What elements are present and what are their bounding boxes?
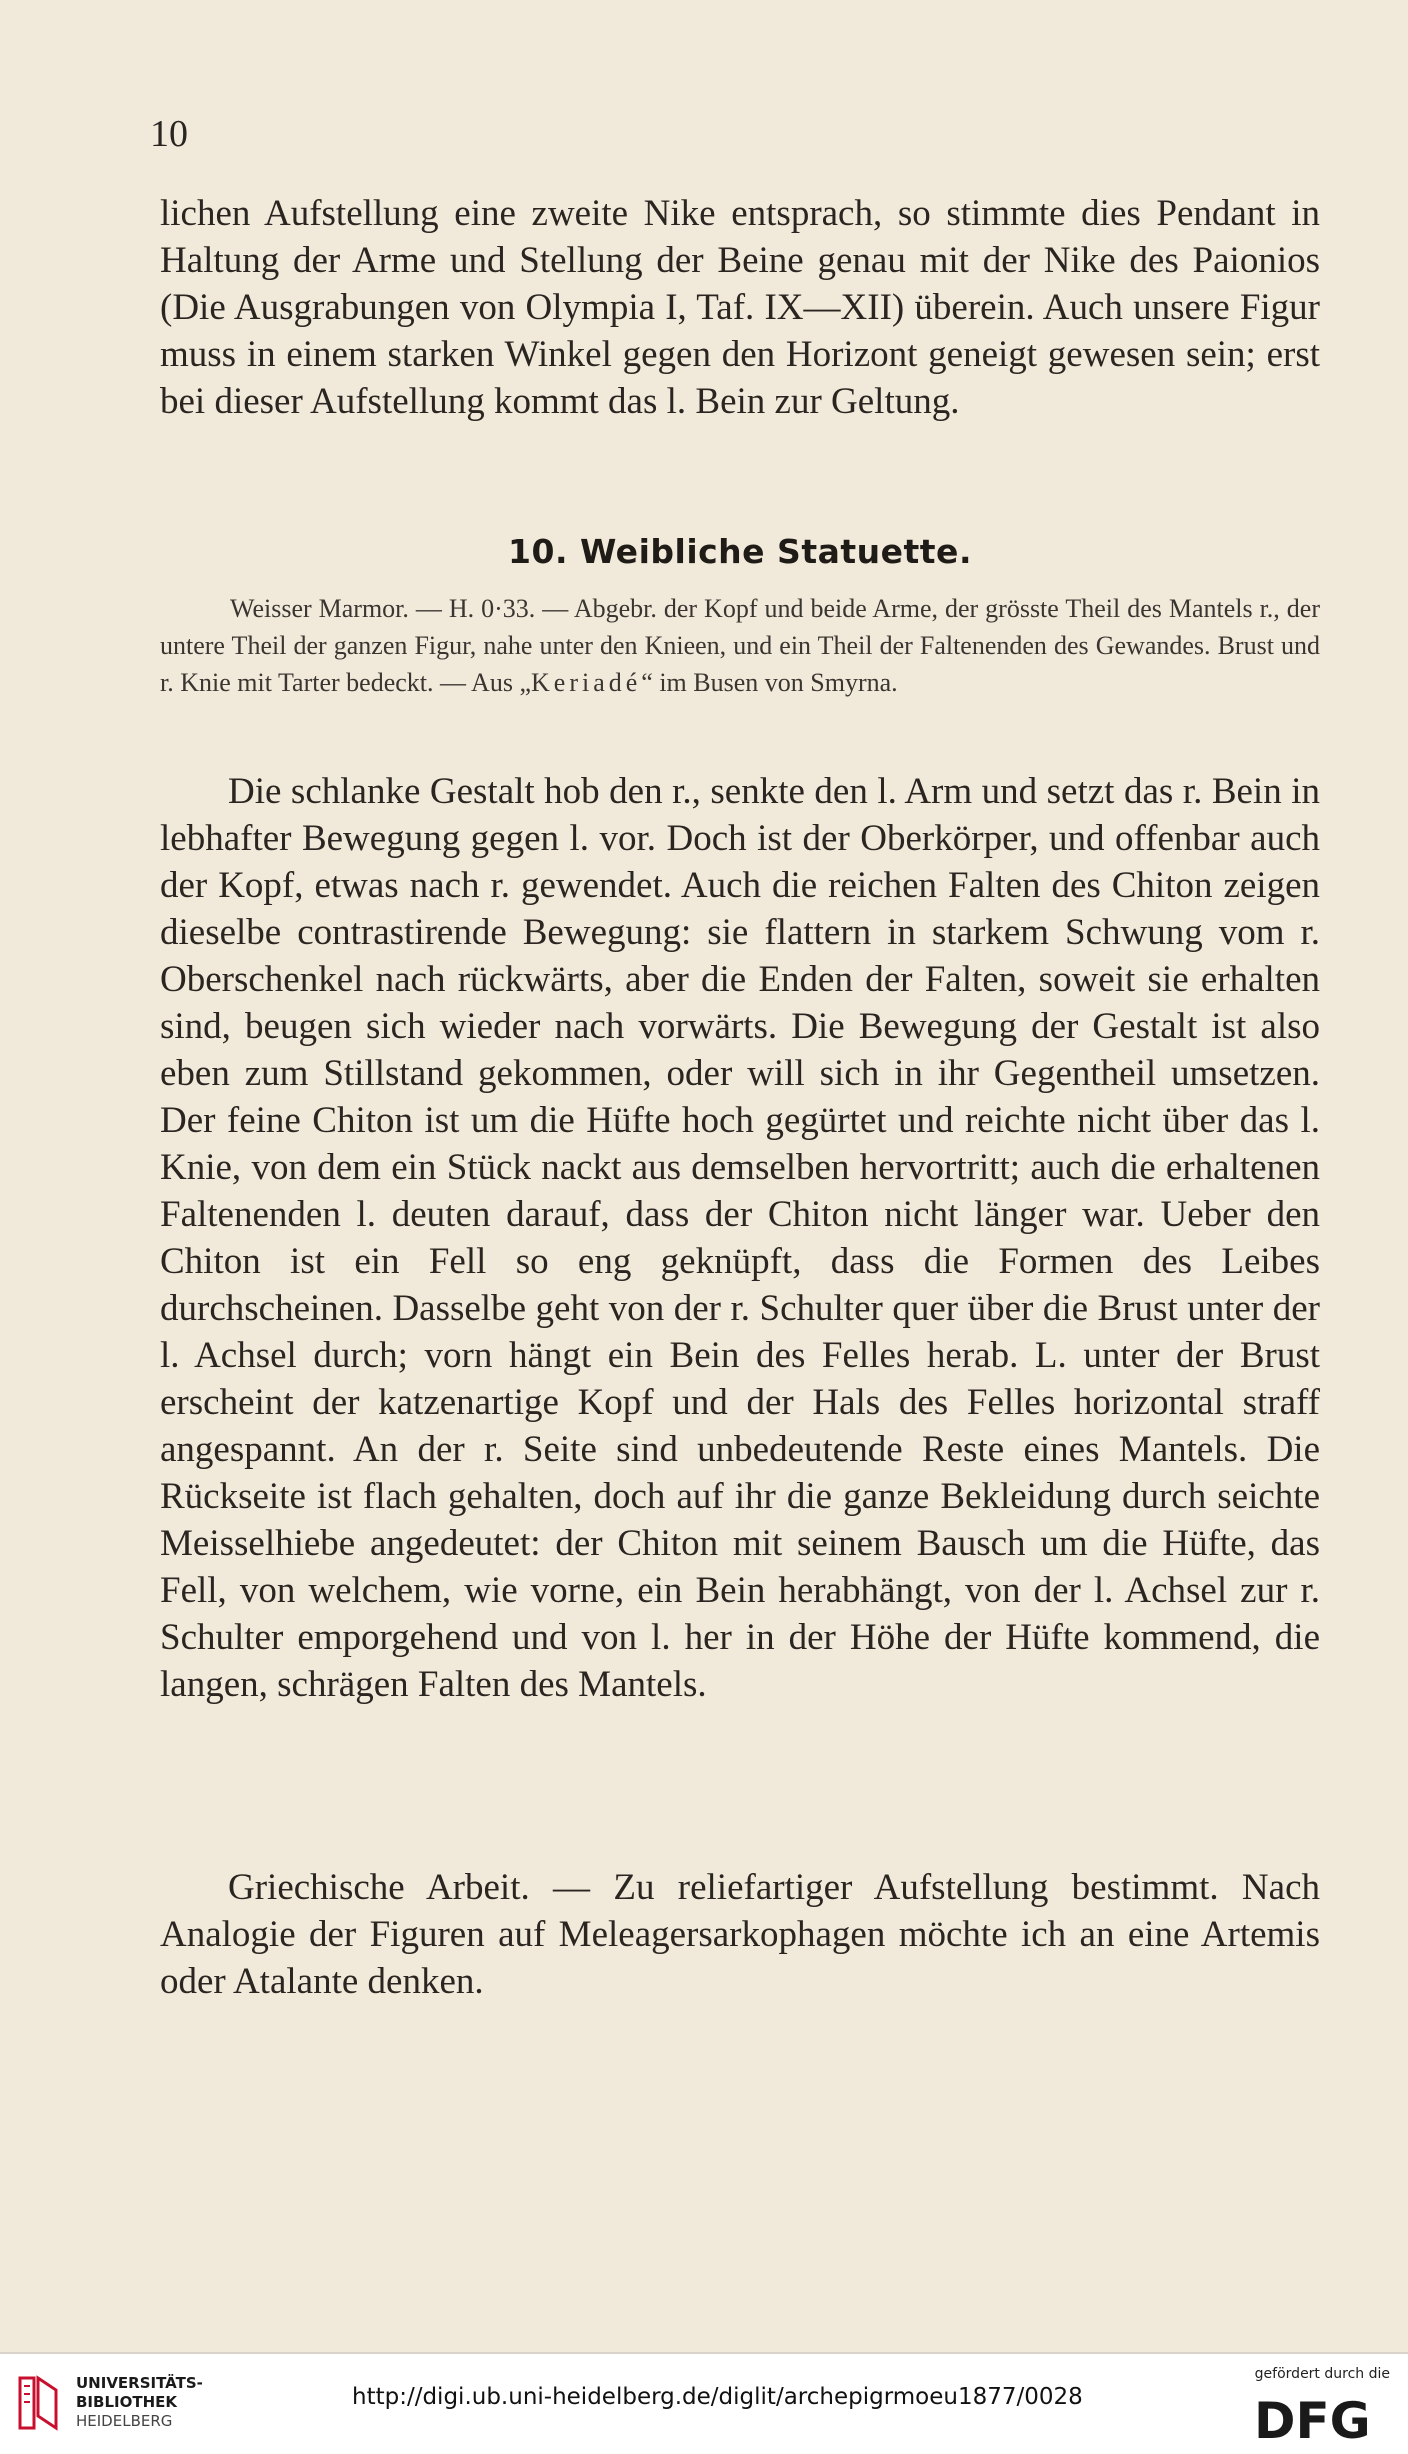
- closing-paragraph: Griechische Arbeit. — Zu reliefartiger Aufstellung bestimmt. Nach Analogie der Figuren auf Meleagersarkophagen möchte ich an eine Artemis oder Atalante denken.: [160, 1867, 1320, 2002]
- university-library-logo-icon: [14, 2372, 62, 2434]
- permalink-url[interactable]: http://digi.ub.uni-heidelberg.de/diglit/archepigrmoeu1877/0028: [352, 2384, 1083, 2410]
- object-description: [160, 590, 1320, 701]
- main-paragraph: Die schlanke Gestalt hob den r., senkte den l. Arm und setzt das r. Bein in lebhafter Bewegung gegen l. vor. Doch ist der Oberkörper, und offenbar auch der Kopf, etwas nach r. gewendet. Auch die reichen Falten des Chiton zeigen dieselbe contrastirende Bewegung: sie flattern in starkem Schwung vom r. Oberschenkel nach rückwärts, aber die Enden der Falten, soweit sie erhalten sind, beugen sich wieder nach vorwärts. Die Bewegung der Gestalt ist also eben zum Stillstand gekommen, oder will sich in ihr Gegentheil umsetzen. Der feine Chiton ist um die Hüfte hoch gegürtet und reichte nicht über das l. Knie, von dem ein Stück nackt aus demselben hervortritt; auch die erhaltenen Faltenenden l. deuten darauf, dass der Chiton nicht länger war. Ueber den Chiton ist ein Fell so eng geknüpft, dass die Formen des Leibes durchscheinen. Dasselbe geht von der r. Schulter quer über die Brust unter der l. Achsel durch; vorn hängt ein Bein des Felles herab. L. unter der Brust erscheint der katzenartige Kopf und der Hals des Felles horizontal straff angespannt. An der r. Seite sind unbedeutende Reste eines Mantels. Die Rückseite ist flach gehalten, doch auf ihr die ganze Bekleidung durch seichte Meisselhiebe angedeutet: der Chiton mit seinem Bausch um die Hüfte, das Fell, von welchem, wie vorne, ein Bein herabhängt, von der l. Achsel zur r. Schulter emporgehend und von l. her in der Höhe der Hüfte kommend, die langen, schrägen Falten des Mantels.: [160, 771, 1320, 1705]
- library-name-line3: HEIDELBERG: [76, 2412, 173, 2430]
- funding-note: gefördert durch die: [1254, 2366, 1390, 2382]
- page-number: 10: [150, 113, 188, 155]
- description-text: Weisser Marmor. — H. 0·33. — Abgebr. der Kopf und beide Arme, der grösste Theil des Mantels r., der untere Theil der ganzen Figur, nahe unter den Knieen, und ein Theil der Faltenenden des Gewandes. Brust und r. Knie mit Tarter bedeckt. — Aus „: [160, 594, 1320, 697]
- footer-divider: [0, 2352, 1408, 2354]
- find-place: Keriadé: [531, 668, 642, 697]
- library-name-line2: BIBLIOTHEK: [76, 2393, 177, 2411]
- library-name-line1: UNIVERSITÄTS-: [76, 2374, 203, 2392]
- library-name: [76, 2374, 203, 2431]
- section-heading: 10. Weibliche Statuette.: [508, 532, 972, 571]
- dfg-logo-text: DFG: [1254, 2392, 1371, 2446]
- intro-paragraph: lichen Aufstellung eine zweite Nike entsprach, so stimmte dies Pendant in Haltung der Arme und Stellung der Beine genau mit der Nike des Paionios (Die Ausgrabungen von Olympia I, Taf. IX—XII) überein. Auch unsere Figur muss in einem starken Winkel gegen den Horizont geneigt gewesen sein; erst bei dieser Aufstellung kommt das l. Bein zur Geltung.: [160, 193, 1320, 422]
- digitization-footer: [0, 2352, 1408, 2454]
- description-tail: “ im Busen von Smyrna.: [641, 668, 898, 697]
- dfg-logo-icon: [1250, 2390, 1390, 2446]
